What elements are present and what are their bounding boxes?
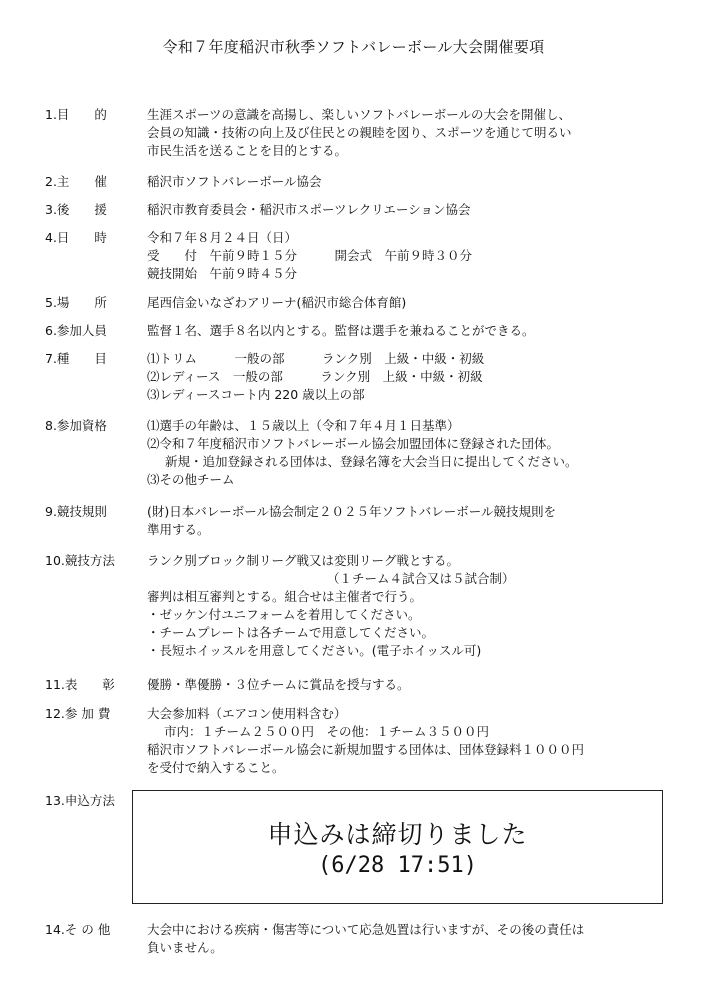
section-line: ランク別ブロック制リーグ戦又は変則リーグ戦とする。 [147, 553, 460, 568]
application-closed-notice [132, 790, 663, 904]
section-body [147, 229, 667, 283]
section-line: 審判は相互審判とする。組合せは主催者で行う。 [147, 589, 423, 604]
section-line: 会員の知識・技術の向上及び住民との親睦を図り、スポーツを通じて明るい [147, 125, 572, 140]
section-line: 市民生活を送ることを目的とする。 [147, 143, 348, 158]
section-line: を受付で納入すること。 [147, 760, 285, 775]
section-line: 準用する。 [147, 522, 210, 537]
section-line: 新規・追加登録される団体は、登録名簿を大会当日に提出してください。 [165, 454, 578, 469]
section-line: 市内：１チーム２５００円 その他：１チーム３５００円 [164, 724, 490, 739]
section-label: 8.参加資格 [45, 418, 107, 433]
section-label: 9.競技規則 [45, 504, 107, 519]
section-line: ⑶レディースコート内 220 歳以上の部 [147, 387, 365, 402]
section-line: ⑴選手の年齢は、１５歳以上（令和７年４月１日基準） [147, 418, 460, 433]
section-body [147, 921, 667, 957]
section-label: 3.後 援 [45, 202, 107, 217]
section-line: 受 付 午前９時１５分 開会式 午前９時３０分 [147, 248, 473, 263]
section-label: 2.主 催 [45, 174, 107, 189]
section-line: ⑶その他チーム [147, 472, 235, 487]
section-label: 11.表 彰 [45, 677, 115, 692]
section-body [147, 350, 667, 404]
section-line: 稲沢市ソフトバレーボール協会 [147, 174, 322, 189]
section-line: 大会中における疾病・傷害等について応急処置は行いますが、その後の責任は [147, 922, 585, 937]
section-label: 13.申込方法 [45, 793, 115, 808]
section-line: 負いません。 [147, 940, 223, 955]
section-body [147, 705, 667, 777]
section-body [147, 294, 667, 312]
section-line: 監督１名、選手８名以内とする。監督は選手を兼ねることができる。 [147, 323, 535, 338]
section-line: 稲沢市ソフトバレーボール協会に新規加盟する団体は、団体登録料１０００円 [147, 742, 585, 757]
section-body [147, 503, 667, 539]
section-body [147, 552, 667, 660]
section-line: 尾西信金いなざわアリーナ(稲沢市総合体育館) [147, 295, 407, 310]
section-label: 4.日 時 [45, 230, 107, 245]
notice-closed-text: 申込みは締切りました [267, 820, 528, 849]
document-title: 令和７年度稲沢市秋季ソフトバレーボール大会開催要項 [162, 38, 545, 56]
section-body [147, 106, 667, 160]
section-label: 5.場 所 [45, 295, 107, 310]
section-line: 生涯スポーツの意識を高揚し、楽しいソフトバレーボールの大会を開催し、 [147, 107, 572, 122]
section-label: 12.参 加 費 [45, 706, 111, 721]
section-line: ・チームプレートは各チームで用意してください。 [147, 625, 435, 640]
section-line: (財)日本バレーボール協会制定２０２５年ソフトバレーボール競技規則を [147, 504, 557, 519]
section-body [147, 201, 667, 219]
section-body [147, 676, 667, 694]
section-line: 大会参加料（エアコン使用料含む） [147, 706, 347, 721]
section-line: ・長短ホイッスルを用意してください。(電子ホイッスル可) [147, 643, 482, 658]
section-line: ・ゼッケン付ユニフォームを着用してください。 [147, 607, 421, 622]
section-body [147, 417, 667, 489]
section-line: ⑵令和７年度稲沢市ソフトバレーボール協会加盟団体に登録された団体。 [147, 436, 560, 451]
section-label: 14.そ の 他 [45, 922, 111, 937]
section-line: ⑴トリム 一般の部 ランク別 上級・中級・初級 [147, 351, 485, 366]
section-body [147, 322, 667, 340]
section-label: 1.目 的 [45, 107, 107, 122]
section-line: 令和７年８月２４日（日） [147, 230, 298, 245]
section-label: 6.参加人員 [45, 323, 107, 338]
section-label: 10.競技方法 [45, 553, 115, 568]
section-line: 稲沢市教育委員会・稲沢市スポーツレクリエーション協会 [147, 202, 471, 217]
section-label: 7.種 目 [45, 351, 107, 366]
section-line: 優勝・準優勝・３位チームに賞品を授与する。 [147, 677, 410, 692]
section-line: （１チーム４試合又は５試合制） [327, 571, 515, 586]
section-body [147, 173, 667, 191]
section-line: 競技開始 午前９時４５分 [147, 266, 298, 281]
notice-closed-time: (6/28 17:51) [318, 853, 477, 878]
section-line: ⑵レディース 一般の部 ランク別 上級・中級・初級 [147, 369, 483, 384]
